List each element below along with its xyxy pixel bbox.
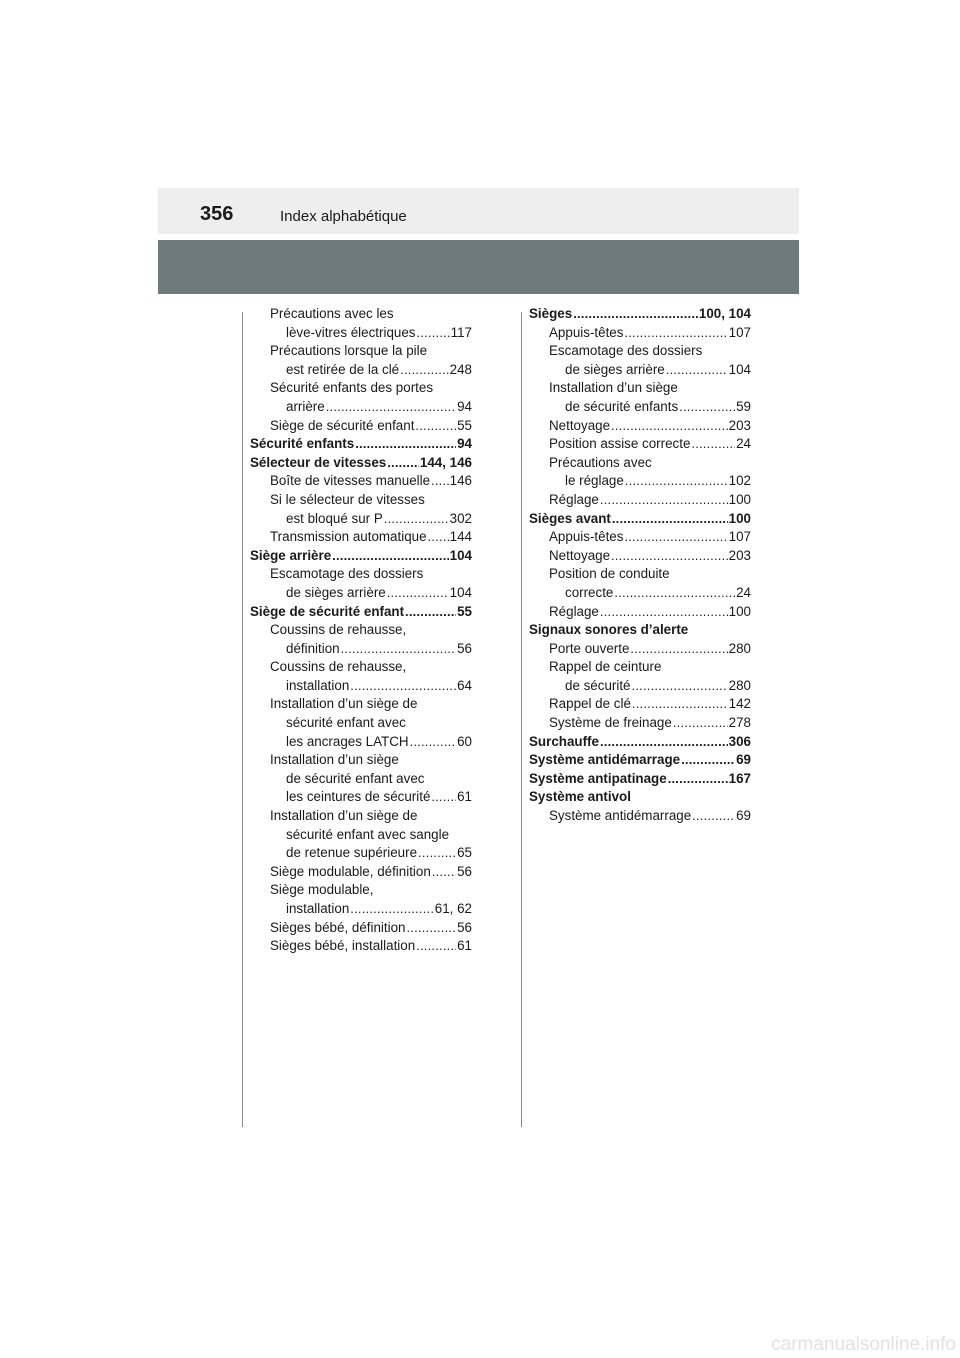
- index-entry: [529, 640, 751, 659]
- dot-leader: [691, 435, 735, 454]
- index-entry: [529, 807, 751, 826]
- index-entry-text: Système de freinage: [549, 715, 672, 731]
- index-entry: [529, 658, 751, 677]
- index-entry-text: Signaux sonores d’alerte: [529, 622, 689, 638]
- index-entry-page[interactable]: 59: [736, 398, 751, 414]
- index-entry-text: Position de conduite: [549, 566, 670, 582]
- index-entry-text: Coussins de rehausse,: [270, 622, 407, 638]
- index-entry: [250, 417, 472, 436]
- index-entry: [529, 770, 751, 789]
- index-entry-text: Si le sélecteur de vitesses: [270, 491, 425, 507]
- index-entry-text: Installation d’un siège de: [270, 696, 418, 712]
- index-entry-text: Système antivol: [529, 789, 631, 805]
- index-entry: [250, 454, 472, 473]
- index-entry: [529, 547, 751, 566]
- index-entry-page[interactable]: 56: [457, 863, 472, 879]
- index-entry-text: Boîte de vitesses manuelle: [270, 473, 431, 489]
- index-entry-page[interactable]: 167: [728, 770, 751, 786]
- dot-leader: [432, 863, 456, 882]
- index-entry-page[interactable]: 65: [457, 845, 472, 861]
- dot-leader: [415, 417, 456, 436]
- dot-leader: [431, 472, 449, 491]
- index-entry-text: de retenue supérieure: [286, 845, 418, 861]
- index-entry-text: les ceintures de sécurité: [286, 789, 431, 805]
- index-entry-page[interactable]: 55: [457, 417, 472, 433]
- dot-leader: [387, 454, 419, 473]
- index-entry: [250, 751, 472, 770]
- index-entry-page[interactable]: 203: [728, 417, 751, 433]
- index-entry: [529, 454, 751, 473]
- index-entry: [250, 807, 472, 826]
- index-entry-text: installation: [286, 677, 350, 693]
- dot-leader: [387, 584, 449, 603]
- index-entry: [250, 435, 472, 454]
- index-entry-text: Installation d’un siège: [549, 380, 678, 396]
- index-entry-text: Réglage: [549, 491, 599, 507]
- index-entry: [250, 863, 472, 882]
- watermark: carmanualsonline.info: [771, 1334, 956, 1355]
- index-entry-text: Siège arrière: [250, 547, 332, 563]
- index-entry-text: Sièges bébé, installation: [270, 938, 416, 954]
- dot-leader: [611, 417, 728, 436]
- index-entry-text: sécurité enfant avec: [286, 715, 406, 731]
- index-entry-text: Sélecteur de vitesses: [250, 454, 387, 470]
- index-entry-text: Siège de sécurité enfant: [250, 603, 405, 619]
- index-entry-text: Nettoyage: [549, 417, 611, 433]
- index-entry: [529, 324, 751, 343]
- index-entry: [250, 695, 472, 714]
- dot-leader: [611, 547, 728, 566]
- index-entry-page[interactable]: 142: [728, 696, 751, 712]
- index-entry: [529, 342, 751, 361]
- index-entry: [250, 937, 472, 956]
- dot-leader: [600, 733, 728, 752]
- index-entry-text: Sièges avant: [529, 510, 611, 526]
- index-entry-text: Rappel de ceinture: [549, 659, 662, 675]
- index-entry: [529, 714, 751, 733]
- index-entry-page[interactable]: 248: [449, 361, 472, 377]
- index-entry: [529, 751, 751, 770]
- dot-leader: [614, 584, 735, 603]
- index-entry-text: Nettoyage: [549, 547, 611, 563]
- index-entry-page[interactable]: 55: [457, 603, 472, 619]
- index-entry-page[interactable]: 100, 104: [698, 306, 751, 321]
- index-entry-text: Précautions avec: [549, 454, 652, 470]
- index-entry-text: Sièges: [529, 306, 573, 321]
- dot-leader: [417, 324, 450, 343]
- dot-leader: [405, 603, 456, 622]
- index-entry-text: Appuis-têtes: [549, 529, 624, 545]
- index-entry: [529, 528, 751, 547]
- index-entry-page[interactable]: 104: [728, 361, 751, 377]
- index-entry: [250, 658, 472, 677]
- index-entry: [250, 621, 472, 640]
- index-entry: [250, 528, 472, 547]
- index-entry-text: Transmission automatique: [270, 529, 427, 545]
- dot-leader: [624, 324, 727, 343]
- index-entry-page[interactable]: 102: [728, 473, 751, 489]
- index-entry-text: Réglage: [549, 603, 599, 619]
- index-entry-page[interactable]: 203: [728, 547, 751, 563]
- index-entry-page[interactable]: 69: [736, 752, 751, 768]
- index-entry-page[interactable]: 104: [449, 547, 472, 563]
- index-entry: [250, 900, 472, 919]
- dot-leader: [624, 528, 727, 547]
- index-entry: [250, 826, 472, 845]
- index-entry-text: lève-vitres électriques: [286, 324, 416, 340]
- index-entry-text: de sièges arrière: [565, 361, 665, 377]
- index-entry: [250, 677, 472, 696]
- index-entry: [250, 584, 472, 603]
- index-entry: [250, 565, 472, 584]
- index-entry-page[interactable]: 280: [728, 677, 751, 693]
- dot-leader: [407, 919, 457, 938]
- index-entry: [250, 472, 472, 491]
- dot-leader: [384, 510, 449, 529]
- index-entry-text: de sécurité enfants: [565, 398, 679, 414]
- index-entry-text: sécurité enfant avec sangle: [286, 826, 450, 842]
- index-entry-text: Coussins de rehausse,: [270, 659, 407, 675]
- dot-leader: [632, 695, 728, 714]
- index-entry: [250, 342, 472, 361]
- index-entry: [250, 714, 472, 733]
- index-entry: [250, 305, 472, 324]
- dot-leader: [350, 900, 433, 919]
- index-entry-page[interactable]: 69: [736, 808, 751, 824]
- index-entry: [529, 677, 751, 696]
- index-entry-page[interactable]: 94: [457, 436, 472, 452]
- dot-leader: [410, 733, 457, 752]
- dot-leader: [428, 528, 449, 547]
- index-entry: [250, 361, 472, 380]
- index-entry-text: Système antipatinage: [529, 770, 667, 786]
- index-entry: [529, 621, 751, 640]
- index-entry: [529, 584, 751, 603]
- index-entry-text: Système antidémarrage: [529, 752, 681, 768]
- index-entry-page[interactable]: 64: [457, 677, 472, 693]
- index-entry-page[interactable]: 24: [736, 436, 751, 452]
- index-column-left: [250, 305, 472, 956]
- index-entry-page[interactable]: 144: [449, 529, 472, 545]
- index-entry-text: Sièges bébé, définition: [270, 919, 406, 935]
- index-entry-text: Sécurité enfants des portes: [270, 380, 434, 396]
- dot-leader: [416, 937, 456, 956]
- index-entry-text: est bloqué sur P: [286, 510, 383, 526]
- index-entry-text: est retirée de la clé: [286, 361, 400, 377]
- index-entry-page[interactable]: 56: [457, 919, 472, 935]
- index-entry-page[interactable]: 24: [736, 584, 751, 600]
- index-entry-text: Rappel de clé: [549, 696, 631, 712]
- index-entry-text: Sécurité enfants: [250, 436, 355, 452]
- index-entry-text: Escamotage des dossiers: [549, 343, 703, 359]
- index-entry: [250, 788, 472, 807]
- index-entry-text: Précautions avec les: [270, 306, 394, 321]
- dot-leader: [600, 491, 728, 510]
- dot-leader: [400, 361, 449, 380]
- index-entry-text: le réglage: [565, 473, 624, 489]
- index-entry-text: de sécurité: [565, 677, 631, 693]
- index-entry-page[interactable]: 104: [449, 584, 472, 600]
- index-entry: [529, 788, 751, 807]
- index-entry-page[interactable]: 280: [728, 640, 751, 656]
- title-bar: [158, 240, 799, 294]
- index-entry: [250, 919, 472, 938]
- index-entry-page[interactable]: 107: [728, 324, 751, 340]
- index-entry: [529, 695, 751, 714]
- index-entry: [529, 305, 751, 324]
- index-entry: [529, 733, 751, 752]
- index-entry-page[interactable]: 117: [450, 324, 472, 340]
- index-entry: [250, 510, 472, 529]
- dot-leader: [632, 677, 728, 696]
- index-entry-text: arrière: [286, 398, 325, 414]
- index-entry-text: les ancrages LATCH: [286, 733, 409, 749]
- dot-leader: [600, 603, 728, 622]
- index-entry: [529, 472, 751, 491]
- index-entry-page[interactable]: 144, 146: [419, 454, 472, 470]
- dot-leader: [418, 844, 456, 863]
- dot-leader: [679, 398, 735, 417]
- dot-leader: [355, 435, 456, 454]
- index-entry-page[interactable]: 302: [449, 510, 472, 526]
- header-band: [158, 188, 799, 234]
- dot-leader: [625, 472, 728, 491]
- section-title: Index alphabétique: [280, 208, 407, 225]
- index-entry: [250, 640, 472, 659]
- index-entry-page[interactable]: 61: [457, 789, 472, 805]
- index-entry: [250, 603, 472, 622]
- dot-leader: [612, 510, 728, 529]
- index-entry-text: Porte ouverte: [549, 640, 630, 656]
- index-entry: [529, 361, 751, 380]
- index-entry-page[interactable]: 94: [457, 398, 472, 414]
- dot-leader: [332, 547, 449, 566]
- column-divider-right: [521, 312, 522, 1127]
- dot-leader: [692, 807, 735, 826]
- index-entry-page[interactable]: 61, 62: [434, 901, 472, 916]
- dot-leader: [573, 305, 698, 324]
- index-entry-text: installation: [286, 901, 350, 916]
- dot-leader: [630, 640, 727, 659]
- index-entry-page[interactable]: 107: [728, 529, 751, 545]
- index-entry: [529, 565, 751, 584]
- index-entry-text: Escamotage des dossiers: [270, 566, 424, 582]
- index-entry: [529, 398, 751, 417]
- index-entry: [529, 435, 751, 454]
- index-entry-text: Surchauffe: [529, 733, 599, 749]
- index-entry-text: Système antidémarrage: [549, 808, 692, 824]
- index-entry-page[interactable]: 146: [449, 473, 472, 489]
- index-entry-text: définition: [286, 640, 340, 656]
- index-entry-text: Siège de sécurité enfant: [270, 417, 415, 433]
- index-entry: [529, 417, 751, 436]
- index-entry: [250, 733, 472, 752]
- index-entry: [529, 603, 751, 622]
- index-entry-text: de sécurité enfant avec: [286, 770, 425, 786]
- index-entry-text: Installation d’un siège: [270, 752, 399, 768]
- index-entry-page[interactable]: 100: [728, 510, 751, 526]
- index-entry-text: correcte: [565, 584, 614, 600]
- index-entry: [529, 491, 751, 510]
- index-entry: [250, 398, 472, 417]
- index-entry: [529, 510, 751, 529]
- index-entry-page[interactable]: 100: [728, 491, 751, 507]
- dot-leader: [681, 751, 735, 770]
- index-entry: [250, 844, 472, 863]
- dot-leader: [341, 640, 456, 659]
- index-entry: [250, 547, 472, 566]
- index-entry: [250, 770, 472, 789]
- dot-leader: [431, 788, 456, 807]
- index-entry: [250, 379, 472, 398]
- index-entry: [529, 379, 751, 398]
- index-entry-text: Installation d’un siège de: [270, 808, 418, 824]
- dot-leader: [673, 714, 728, 733]
- dot-leader: [326, 398, 456, 417]
- dot-leader: [350, 677, 456, 696]
- index-entry-page[interactable]: 56: [457, 640, 472, 656]
- index-entry-text: Position assise correcte: [549, 436, 691, 452]
- index-entry-text: Appuis-têtes: [549, 324, 624, 340]
- index-entry: [250, 324, 472, 343]
- index-entry-page[interactable]: 278: [728, 715, 751, 731]
- index-entry-text: Siège modulable,: [270, 882, 374, 898]
- column-divider-left: [242, 312, 243, 1127]
- index-column-right: [529, 305, 751, 826]
- index-entry-page[interactable]: 306: [728, 733, 751, 749]
- index-entry-page[interactable]: 61: [457, 938, 472, 954]
- index-entry: [250, 491, 472, 510]
- index-entry-page[interactable]: 100: [728, 603, 751, 619]
- dot-leader: [666, 361, 728, 380]
- index-entry-text: Précautions lorsque la pile: [270, 343, 428, 359]
- index-entry-text: Siège modulable, définition: [270, 863, 431, 879]
- index-entry-text: de sièges arrière: [286, 584, 386, 600]
- index-entry: [250, 881, 472, 900]
- dot-leader: [668, 770, 728, 789]
- page-number: 356: [200, 203, 234, 225]
- index-entry-page[interactable]: 60: [457, 733, 472, 749]
